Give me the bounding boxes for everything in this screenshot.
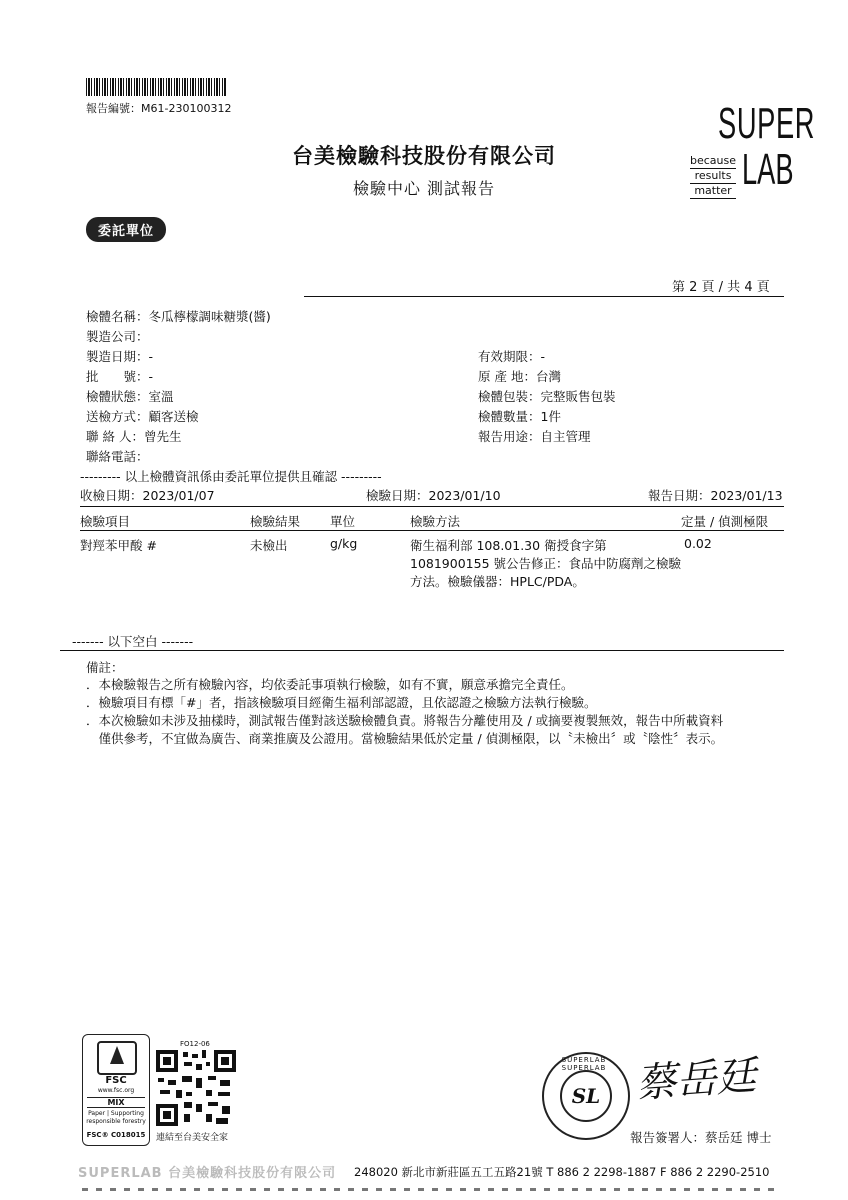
quantity: 1件 <box>540 409 561 424</box>
reported-date: 報告日期：2023/01/13 <box>648 488 783 503</box>
th-result: 檢驗結果 <box>250 514 301 529</box>
logo-tag-3: matter <box>690 184 736 199</box>
client-unit-badge: 委託單位 <box>86 217 166 242</box>
contact-label: 聯 絡 人： <box>86 429 144 444</box>
table-row-method-2: 1081900155 號公告修正：食品中防腐劑之檢驗 <box>410 556 682 571</box>
expiry-label: 有效期限： <box>478 349 541 364</box>
company-name: 台美檢驗科技股份有限公司 <box>292 144 556 168</box>
expiry-row <box>478 347 545 365</box>
divider-notes <box>60 650 784 651</box>
divider-dates <box>80 506 784 507</box>
divider-top <box>304 296 784 297</box>
phone-label: 聯絡電話： <box>86 449 149 464</box>
fsc-paper-1: Paper | Supporting <box>88 1110 144 1117</box>
qr-code[interactable] <box>156 1050 236 1126</box>
sample-name-row <box>86 307 271 325</box>
th-method: 檢驗方法 <box>410 514 461 529</box>
notes-title: 備註： <box>86 660 124 675</box>
fsc-logo <box>82 1034 150 1146</box>
table-row-limit: 0.02 <box>684 536 712 551</box>
expiry: - <box>540 349 546 364</box>
tree-icon <box>97 1041 137 1075</box>
end-of-table: ------- 以下空白 ------- <box>72 634 194 649</box>
package: 完整販售包裝 <box>540 389 616 404</box>
quantity-label: 檢體數量： <box>478 409 541 424</box>
footer-address: 248020 新北市新莊區五工五路21號 T 886 2 2298-1887 F 886 2 2290-2510 <box>354 1165 770 1179</box>
barcode <box>86 78 226 96</box>
batch-row <box>86 367 153 385</box>
batch-label: 批 號： <box>86 369 149 384</box>
table-row-method-3: 方法。檢驗儀器：HPLC/PDA。 <box>410 574 585 589</box>
logo-lab: LAB <box>742 145 794 194</box>
made-date: - <box>148 349 154 364</box>
state-label: 檢體狀態： <box>86 389 149 404</box>
tested-date: 檢驗日期：2023/01/10 <box>366 488 501 503</box>
note-item: ．檢驗項目有標「#」者，指該檢驗項目經衛生福利部認證，且依認證之檢驗方法執行檢驗。 <box>86 695 597 710</box>
origin-row <box>478 367 561 385</box>
note-item: 僅供參考，不宜做為廣告、商業推廣及公證用。當檢驗結果低於定量 / 偵測極限，以〝未檢出〞或〝陰性〞表示。 <box>86 731 724 746</box>
table-row-method-1: 衛生福利部 108.01.30 衛授食字第 <box>410 538 607 553</box>
phone-row <box>86 447 149 465</box>
contact-row <box>86 427 181 445</box>
batch: - <box>148 369 154 384</box>
confirm-note: --------- 以上檢體資訊係由委託單位提供且確認 --------- <box>80 469 382 484</box>
maker-row <box>86 327 149 345</box>
origin-label: 原 產 地： <box>478 369 536 384</box>
fsc-paper-2: responsible forestry <box>86 1118 146 1125</box>
table-row-unit: g/kg <box>330 536 358 551</box>
purpose-row <box>478 427 591 445</box>
seal-center: SL <box>560 1070 612 1122</box>
note-item: ．本檢驗報告之所有檢驗內容，均依委託事項執行檢驗，如有不實，願意承擔完全責任。 <box>86 677 574 692</box>
sample-name: 冬瓜檸檬調味糖漿(醬) <box>148 309 271 324</box>
th-item: 檢驗項目 <box>80 514 131 529</box>
table-row-item: 對羥苯甲酸 # <box>80 538 157 553</box>
report-number: 報告編號：M61-230100312 <box>86 102 232 115</box>
contact: 曾先生 <box>143 429 182 444</box>
divider-table-header <box>80 530 784 531</box>
report-subtitle: 檢驗中心 測試報告 <box>352 179 496 198</box>
purpose-label: 報告用途： <box>478 429 541 444</box>
logo-super: SUPER <box>718 99 816 148</box>
state: 室溫 <box>148 389 174 404</box>
footer-band <box>82 1188 782 1191</box>
package-row <box>478 387 616 405</box>
signer: 報告簽署人：蔡岳廷 博士 <box>630 1130 772 1145</box>
made-date-row <box>86 347 153 365</box>
seal-ring-text: SUPERLAB SUPERLAB <box>561 1056 607 1072</box>
table-row-result: 未檢出 <box>250 538 288 553</box>
qr-code-label: FO12-06 <box>180 1040 210 1048</box>
maker-label: 製造公司： <box>86 329 149 344</box>
received-date: 收檢日期：2023/01/07 <box>80 488 215 503</box>
made-date-label: 製造日期： <box>86 349 149 364</box>
fsc-site: www.fsc.org <box>97 1087 135 1094</box>
origin: 台灣 <box>535 369 561 384</box>
quantity-row <box>478 407 561 425</box>
page-info: 第 2 頁 / 共 4 頁 <box>672 280 770 295</box>
th-unit: 單位 <box>330 514 356 529</box>
company-footer-faded: SUPERLAB 台美檢驗科技股份有限公司 <box>78 1166 337 1181</box>
logo-tag-1: because <box>690 154 737 167</box>
purpose: 自主管理 <box>540 429 591 444</box>
th-limit: 定量 / 偵測極限 <box>681 514 769 529</box>
fsc-text: FSC <box>105 1075 127 1086</box>
delivery: 顧客送檢 <box>148 409 199 424</box>
delivery-row <box>86 407 199 425</box>
fsc-mix: MIX <box>87 1097 145 1108</box>
state-row <box>86 387 174 405</box>
logo-tag-2: results <box>690 169 736 184</box>
note-item: ．本次檢驗如未涉及抽樣時，測試報告僅對該送驗檢體負責。將報告分離使用及 / 或摘要複製無效，報告中所載資料 <box>86 713 724 728</box>
fsc-code: FSC® C018015 <box>86 1131 146 1139</box>
package-label: 檢體包裝： <box>478 389 541 404</box>
delivery-label: 送檢方式： <box>86 409 149 424</box>
qr-caption: 連結至台美安全家 <box>156 1133 229 1143</box>
logo-tagline <box>690 154 736 199</box>
signature: 蔡岳廷 <box>634 1052 758 1108</box>
sample-name-label: 檢體名稱： <box>86 309 149 324</box>
